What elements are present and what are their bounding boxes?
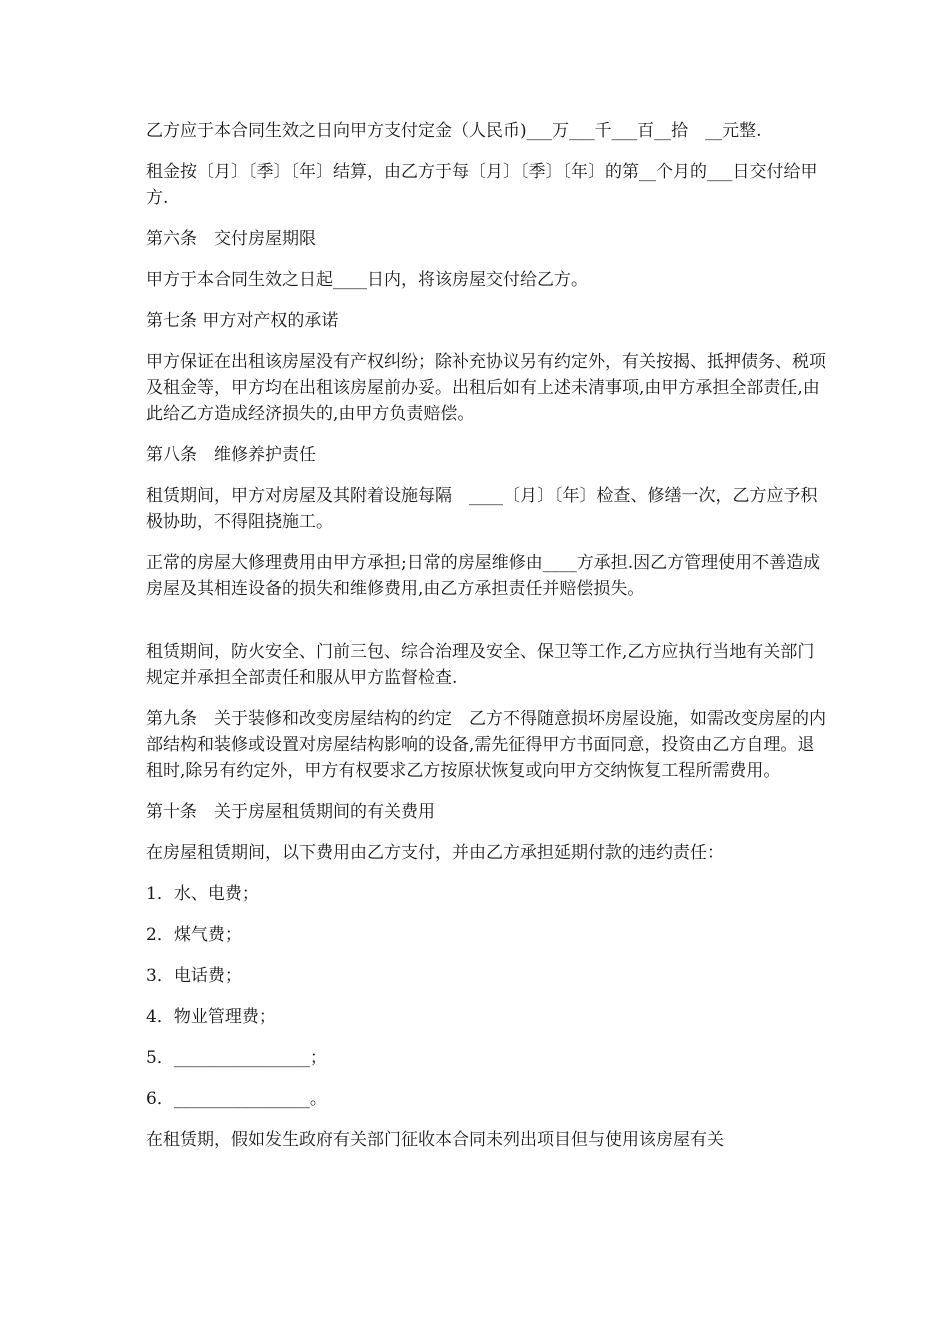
fee-item-2: 2．煤气费； [146,925,242,945]
fee-item-4: 4．物业管理费； [146,1007,276,1027]
article-10-intro: 在房屋租赁期间，以下费用由乙方支付，并由乙方承担延期付款的违约责任： [146,843,724,863]
article-8-repair-cost-text: 正常的房屋大修理费用由甲方承担;日常的房屋维修由____方承担.因乙方管理使用不善造成房屋及其相连设备的损失和维修费用,由乙方承担责任并赔偿损失。 [146,553,821,599]
article-10-heading: 第十条 关于房屋租赁期间的有关费用 [146,802,435,822]
fee-item-3: 3．电话费； [146,966,242,986]
safety-responsibility-text: 租赁期间，防火安全、门前三包、综合治理及安全、保卫等工作,乙方应执行当地有关部门规定并承担全部责任和服从甲方监督检查. [146,642,815,688]
article-7-text: 甲方保证在出租该房屋没有产权纠纷；除补充协议另有约定外，有关按揭、抵押债务、税项及租金等，甲方均在出租该房屋前办妥。出租后如有上述未清事项,由甲方承担全部责任,由此给乙方造成经济损失的,由甲方负责赔偿。 [146,352,826,424]
fee-item-5: 5．________________； [146,1048,327,1068]
paragraph-gap [146,617,826,639]
document-page [146,118,826,1168]
deposit-clause: 乙方应于本合同生效之日向甲方支付定金（人民币)___万___千___百__拾 __元整. [146,121,762,141]
fee-item-1: 1．水、电费； [146,884,259,904]
article-9-text: 第九条 关于装修和改变房屋结构的约定 乙方不得随意损坏房屋设施，如需改变房屋的内部结构和装修或设置对房屋结构影响的设备,需先征得甲方书面同意，投资由乙方自理。退租时,除另有约定外，甲方有权要求乙方按原状恢复或向甲方交纳恢复工程所需费用。 [146,709,826,781]
fee-item-6: 6．________________。 [146,1089,327,1109]
article-7-heading: 第七条 甲方对产权的承诺 [146,311,339,331]
article-8-heading: 第八条 维修养护责任 [146,445,316,465]
article-6-heading: 第六条 交付房屋期限 [146,229,316,249]
article-8-inspection-text: 租赁期间，甲方对房屋及其附着设施每隔 ____〔月〕〔年〕检查、修缮一次，乙方应予积极协助，不得阻挠施工。 [146,486,818,532]
government-fee-text: 在租赁期，假如发生政府有关部门征收本合同未列出项目但与使用该房屋有关 [146,1130,724,1150]
rent-settlement-clause: 租金按〔月〕〔季〕〔年〕结算，由乙方于每〔月〕〔季〕〔年〕的第__个月的___日交付给甲方. [146,162,818,208]
article-6-text: 甲方于本合同生效之日起____日内，将该房屋交付给乙方。 [146,270,588,290]
